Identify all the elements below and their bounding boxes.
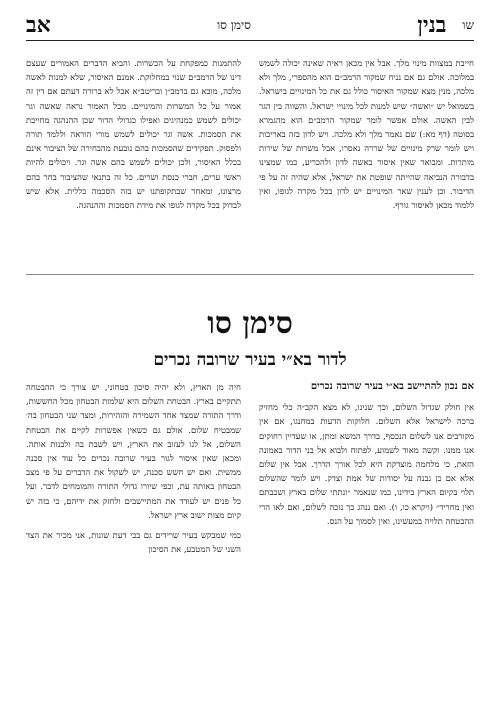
section-divider <box>26 274 474 275</box>
top-columns <box>26 56 474 264</box>
header-letters: אב <box>26 12 51 38</box>
page-number: שו <box>462 17 474 32</box>
header-siman: סימן סו <box>217 17 251 32</box>
top-right-column <box>259 56 474 264</box>
bottom-right-text: אין חולק שגדול השלום, וכך שנינו, לא מצא הקב״ה כלי מחזיק ברכה לישראל אלא השלום. חלוקות הדעות במחנגו, אם אין מקורבים אנו לשלום הנכסף, בדרך המשא ומתן, או שעדיין רחוקים אנו ממנו. וקשה מאוד לשמוע, לפתוח ולבוא אל בני הדור באמונה הזאת, כי מלחמה מוצדקת היא לכל אורך הדרך. אבל אין שלום אלא אם כן נבנה על יסודות של אמת וצדק. ויש לומר שהשלום תלוי בקיום הארץ בידינו, כמו שנאמר ״ונתתי שלום בארץ ושכבתם ואין מחריד״ (ויקרא כו, ו). ואם ננהג כך נזכה לשלום, ואם לאו הרי ההבטחה תלויה במעשינו, ואין לסמוך על הנס. <box>259 402 474 526</box>
siman-title: סימן סו <box>207 306 293 341</box>
header-left <box>26 12 51 38</box>
siman-subtitle: לדור בא״י בעיר שרובה נכרים <box>153 350 347 370</box>
top-left-column <box>26 56 241 264</box>
section-heading: אם נכון להתיישב בא״י בעיר שרובה נכרים <box>310 381 474 392</box>
top-right-text: חייבת במצוות מינוי מלך. אבל אין מכאן ראיה שאינה יכולה לשמש במלוכה. אולם גם אם נניח שמקור הרמב״ם הוא מהספרי, מלך ולא מלכה, מנין מצא שמקור האיסור כולל גם את כל המינויים בישראל. בשמואל יש ״ואשה״ שיש למנות לכל מינויי ישראל. והשווה בין הגר לבין האשה. אולם אפשר לומר שמקור הרמב״ם הוא מהגמרא בסוטה (דף מא:) שם נאמר מלך ולא מלכה. ויש לדון בזה באריכות ויש לומר שרק מינויים של שררה נאסרו, אבל משרות של שירות מותרות. ומבואר שאין איסור באשה לדון ולהכריע, כמו שמצינו בדבורה הנביאה שהייתה שופטת את ישראל, אלא שהיה זה על פי הדיבור. וכן לענין שאר המינויים יש לדון בכל מקרה לגופו, ואין ללמוד מכאן לאיסור גורף. <box>259 58 474 211</box>
bottom-left-text: חיה מן הארץ, ולא יהיה סיכון בטחוני, יש צורך כי ההבטחה תתקיים בארץ. הבטחת השלום היא שלמות הבטחון מכל החששות, ודרך התורה שמצד אחד השמירה והזהירות, ומצד שני הבטחון בה׳ שמבטיח שלום. אולם גם כשאין אפשרות לקיים את הבטחת השלום, אל לנו לעזוב את הארץ, ויש לשבת בה ולבנות אותה. ומכאן שאין איסור לגור בעיר שרובה נכרים כל עוד אין סכנה ממשית. ואם יש חשש סכנה, יש לשקול את הדברים על פי מצב הבטחון באותה עת, וכפי שיורו גדולי התורה והמומחים לדבר. ועל כל פנים יש לעודד את המתיישבים ולחזק את ידיהם, כי בזה יש קיום מצות ישוב ארץ ישראל. <box>26 382 241 520</box>
bottom-right-column <box>259 380 474 700</box>
bottom-left-column <box>26 380 241 700</box>
book-title: בנין <box>417 12 447 38</box>
header-right <box>417 12 474 38</box>
top-left-text: להתמנות כמפקחת על הכשרות. והביא הדברים האמורים שעצם דינו של הרמב״ם שנוי במחלוקת. אמנם האיסור, שלא למנות לאשה מלכה, מובא גם ברמב״ן ובריטב״א אבל לא ברורה דעתם אם דין זה אמור על כל המשרות והמינויים. מכל האמור נראה שאשה וגר יכולים לשמש כמנהיגים ואפילו כגדולי הדור שכן ההנהגה מחייבת את הסמכות. אשה וגר יכולים לשמש מורי הוראה וללמד תורה ולפסוק. תפקידים שהסמכות בהם נובעת מהבחירה של הציבור אינם בכלל האיסור, ולכן יכולים לשמש בהם אשה וגר. ויכולים להיות ראשי ערים, חברי כנסת ושרים. כל זה בתנאי שהציבור בחר בהם מרצונו, ומאחר שבתקופתנו יש בזה הסכמה כללית. אלא שיש לבדוק בכל מקרה לגופו את מידת הסמכות וההנהגה. <box>26 58 241 211</box>
bottom-columns <box>26 380 474 700</box>
page-header <box>26 10 474 41</box>
bottom-left-tail: כמי שמבקש בעיר שרידים גם בכי דעת שונות, אני מכיר את הצד השני של המטבע, את הסיכון <box>26 530 241 555</box>
